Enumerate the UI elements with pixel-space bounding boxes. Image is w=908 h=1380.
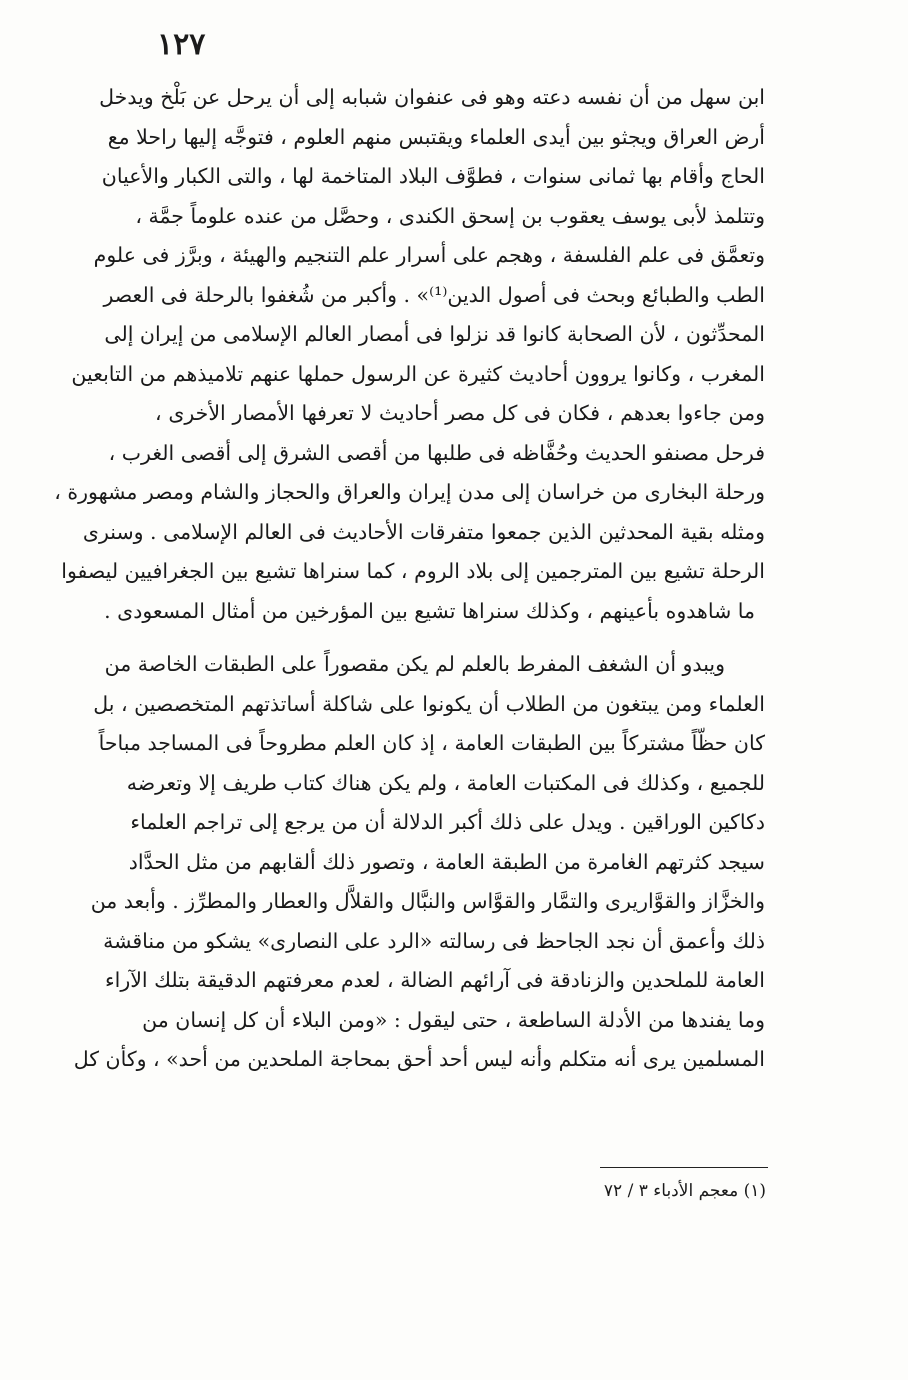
text-line: ذلك وأعمق أن نجد الجاحظ فى رسالته «الرد على النصارى» يشكو من مناقشة [103,928,765,953]
paragraph-end-line: ما شاهدوه بأعينهم ، وكذلك سنراها تشيع بين المؤرخين من أمثال المسعودى . [104,598,755,623]
text-line: الرحلة تشيع بين المترجمين إلى بلاد الروم ، كما سنراها تشيع بين الجغرافيين ليصفوا [61,559,765,583]
text-line: العلماء ومن يبتغون من الطلاب أن يكونوا على شاكلة أساتذتهم المتخصصين ، بل [93,691,765,716]
text-line: فرحل مصنفو الحديث وحُفَّاظه فى طلبها من أقصى الشرق إلى أقصى الغرب ، [108,440,765,465]
footnote-separator [600,1167,768,1168]
text-line: كان حظّاً مشتركاً بين الطبقات العامة ، إذ كان العلم مطروحاً فى المساجد مباحاً [98,731,765,755]
text-line: المسلمين يرى أنه متكلم وأنه ليس أحد أحق بمحاجة الملحدين من أحد» ، وكأن كل [73,1047,765,1071]
text-line: والخزَّاز والقوَّاريرى والتمَّار والقوَّاس والنبَّال والقلاَّل والعطار والمطرِّز . وأبعد من [90,889,765,913]
text-line: دكاكين الوراقين . ويدل على ذلك أكبر الدلالة أن من يرجع إلى تراجم العلماء [130,810,765,834]
text-line: المغرب ، وكانوا يروون أحاديث كثيرة عن الرسول حملها عنهم تلاميذهم من التابعين [71,361,765,386]
text-line: للجميع ، وكذلك فى المكتبات العامة ، ولم يكن هناك كتاب طريف إلا وتعرضه [126,770,765,795]
text-line: ورحلة البخارى من خراسان إلى مدن إيران والعراق والحجاز والشام ومصر مشهورة ، [54,480,765,504]
text-line: وتعمَّق فى علم الفلسفة ، وهجم على أسرار علم التنجيم والهيئة ، وبرَّز فى علوم [93,243,765,267]
text-line: ومثله بقية المحدثين الذين جمعوا متفرقات الأحاديث فى العالم الإسلامى . وسنرى [82,519,765,544]
text-line: سيجد كثرتهم الغامرة من الطبقة العامة ، وتصور ذلك ألقابهم من مثل الحدَّاد [128,849,765,874]
page-number: ١٢٧ [157,27,206,62]
text-line: أرض العراق ويجثو بين أيدى العلماء ويقتبس منهم العلوم ، فتوجَّه إليها راحلا مع [107,124,765,149]
paragraph-start-line: ويبدو أن الشغف المفرط بالعلم لم يكن مقصوراً على الطبقات الخاصة من [104,652,725,676]
text-line: المحدِّثون ، لأن الصحابة كانوا قد نزلوا فى أمصار العالم الإسلامى من إيران إلى [104,322,765,346]
text-line: الحاج وأقام بها ثمانى سنوات ، فطوَّف البلاد المتاخمة لها ، والتى الكبار والأعيان [101,164,765,188]
text-line: ومن جاءوا بعدهم ، فكان فى كل مصر أحاديث لا تعرفها الأمصار الأخرى ، [155,401,765,425]
text-line: الطب والطبائع وبحث فى أصول الدين⁽¹⁾» . وأكبر من شُغفوا بالرحلة فى العصر [103,282,765,307]
text-line: وتتلمذ لأبى يوسف يعقوب بن إسحق الكندى ، وحصَّل من عنده علوماً جمَّة ، [135,203,765,228]
paragraph-gap [155,631,765,645]
text-line: ابن سهل من أن نفسه دعته وهو فى عنفوان شبابه إلى أن يرحل عن بَلْخ ويدخل [99,85,765,109]
text-line: العامة للملحدين والزنادقة فى آرائهم الضالة ، لعدم معرفتهم الدقيقة بتلك الآراء [105,968,765,992]
text-line: وما يفندها من الأدلة الساطعة ، حتى ليقول : «ومن البلاء أن كل إنسان من [142,1007,765,1032]
body-text [54,78,765,1080]
footnote: (١) معجم الأدباء ٣ / ٧٢ [603,1181,766,1201]
